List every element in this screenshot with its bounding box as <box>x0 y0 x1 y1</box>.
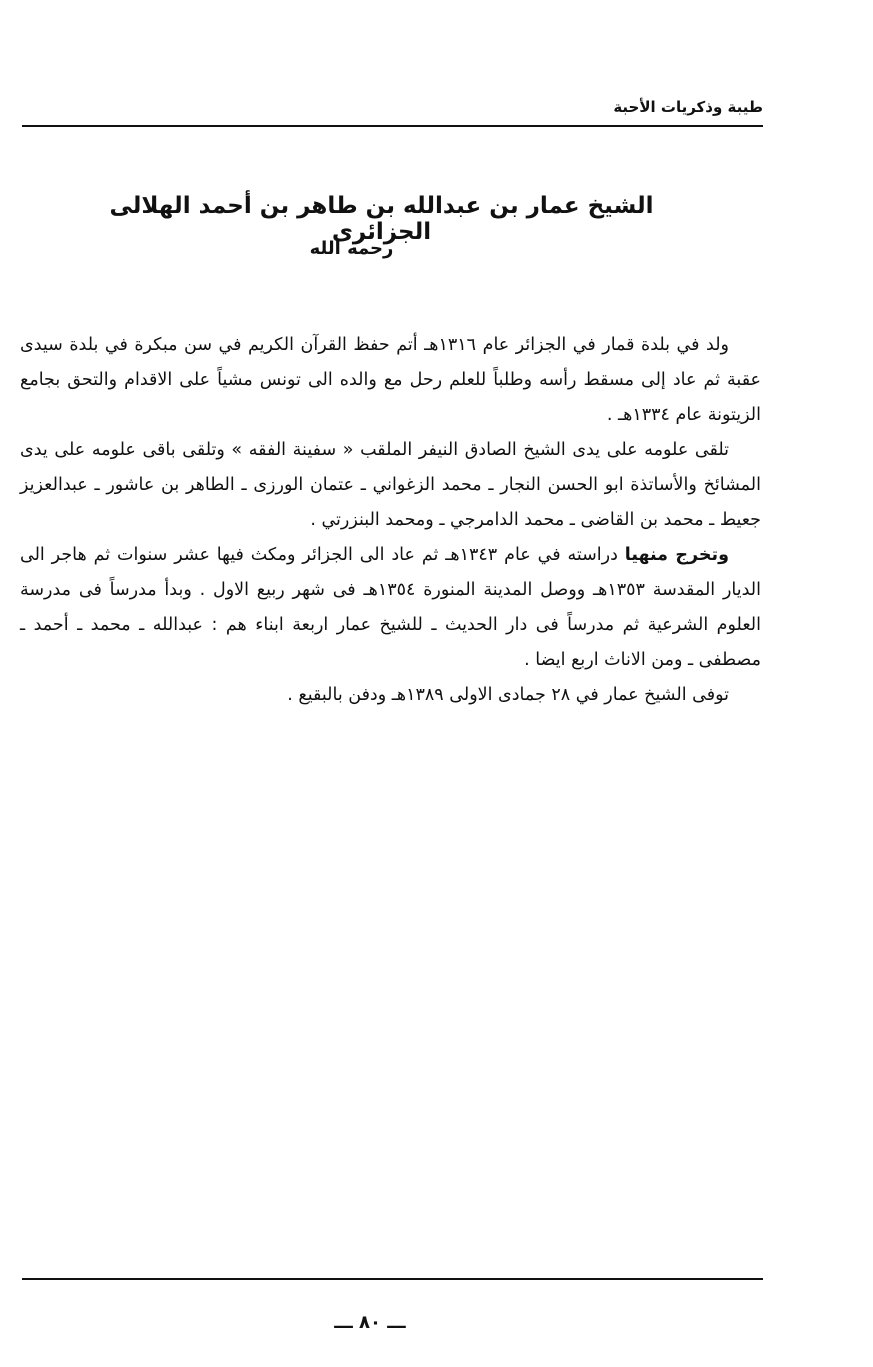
paragraph-career-text: دراسته في عام ١٣٤٣هـ ثم عاد الى الجزائر ومكث فيها عشر سنوات ثم هاجر الى الديار المقدسة ١٣٥٣هـ ووصل المدينة المنورة ١٣٥٤هـ فى شهر ربيع الاول . وبدأ مدرساً فى مدرسة العلوم الشرعية ثم مدرساً فى دار الحديث ـ للشيخ عمار اربعة ابناء هم : عبدالله ـ محمد ـ أحمد ـ مصطفى ـ ومن الاناث اربع ايضا . <box>20 545 761 670</box>
page-number: ـــ ٨٠ ـــ <box>334 1312 406 1333</box>
article-title: الشيخ عمار بن عبدالله بن طاهر بن أحمد الهلالى الجزائرى <box>109 193 654 245</box>
paragraph-teachers: تلقى علومه على يدى الشيخ الصادق النيفر الملقب « سفينة الفقه » وتلقى باقى علومه على يدى المشائخ والأساتذة ابو الحسن النجار ـ محمد الزغواني ـ عتمان الورزى ـ الطاهر بن عاشور ـ عبدالعزيز جعيط ـ محمد بن القاضى ـ محمد الدامرجي ـ ومحمد البنزرتي . <box>20 440 761 530</box>
paragraph-career <box>20 538 761 678</box>
paragraph-birth: ولد في بلدة قمار في الجزائر عام ١٣١٦هـ أتم حفظ القرآن الكريم في سن مبكرة في بلدة سيدى عقبة ثم عاد إلى مسقط رأسه وطلباً للعلم رحل مع والده الى تونس مشياً على الاقدام والتحق بجامع الزيتونة عام ١٣٣٤هـ . <box>20 335 761 425</box>
header-divider <box>22 125 763 127</box>
article-subtitle: رحمه الله <box>309 238 394 259</box>
running-header: طيبة وذكريات الأحبة <box>613 98 763 116</box>
paragraph-lead: وتخرج منهيا <box>624 545 729 565</box>
article-body <box>20 328 761 713</box>
footer-divider <box>22 1278 763 1280</box>
paragraph-death: توفى الشيخ عمار في ٢٨ جمادى الاولى ١٣٨٩هـ ودفن بالبقيع . <box>287 685 729 705</box>
